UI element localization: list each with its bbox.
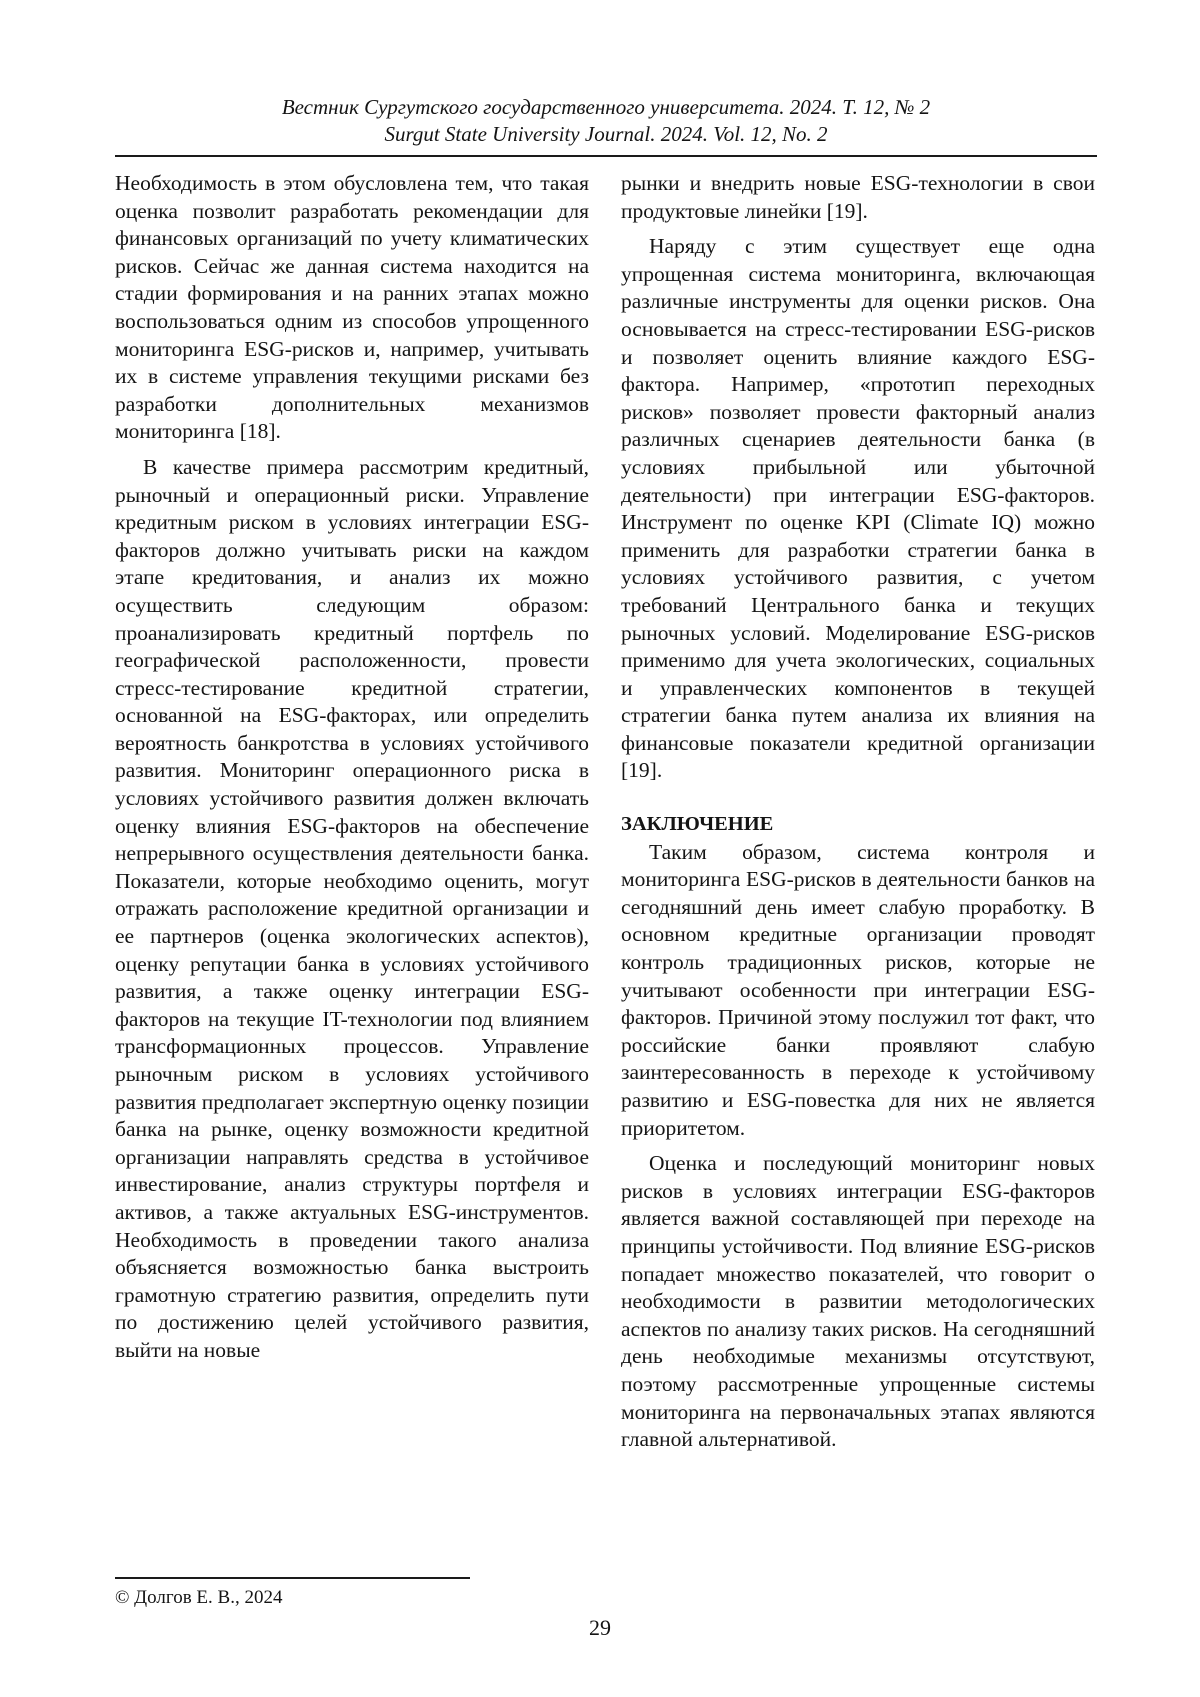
- left-column: [115, 170, 589, 1365]
- paragraph: рынки и внедрить новые ESG-технологии в свои продуктовые линейки [19].: [621, 171, 1095, 223]
- journal-title-en: Surgut State University Journal. 2024. Vol. 12, No. 2: [384, 122, 828, 146]
- paragraph: Необходимость в этом обусловлена тем, что такая оценка позволит разработать рекомендации для финансовых организаций по учету климатических рисков. Сейчас же данная система находится на стадии формирования и на ранних этапах можно воспользоваться одним из способов упрощенного мониторинга ESG-рисков и, например, учитывать их в системе управления текущими рисками без разработки дополнительных механизмов мониторинга [18].: [115, 171, 589, 444]
- paragraph: Оценка и последующий мониторинг новых рисков в условиях интеграции ESG-факторов является важной составляющей при переходе на принципы устойчивости. Под влияние ESG-рисков попадает множество показателей, что говорит о необходимости в развитии методологических аспектов по анализу таких рисков. На сегодняшний день необходимые механизмы отсутствуют, поэтому рассмотренные упрощенные системы мониторинга на первоначальных этапах являются главной альтернативой.: [621, 1151, 1095, 1452]
- page-number: 29: [589, 1615, 611, 1640]
- right-column: [621, 170, 1095, 1454]
- paragraph: В качестве примера рассмотрим кредитный, рыночный и операционный риски. Управление кредитным риском в условиях интеграции ESG-факторов должно учитывать риски на каждом этапе кредитования, и анализ их можно осуществить следующим образом: проанализировать кредитный портфель по географической расположенности, провести стресс-тестирование кредитной стратегии, основанной на ESG-факторах, или определить вероятность банкротства в условиях устойчивого развития. Мониторинг операционного риска в условиях устойчивого развития должен включать оценку влияния ESG-факторов на обеспечение непрерывного осуществления деятельности банка. Показатели, которые необходимо оценить, могут отражать расположение кредитной организации и ее партнеров (оценка экологических аспектов), оценку репутации банка в условиях устойчивого развития, а также оценку интеграции ESG-факторов на текущие IT-технологии под влиянием трансформационных процессов. Управление рыночным риском в условиях устойчивого развития предполагает экспертную оценку позиции банка на рынке, оценку возможности кредитной организации направлять средства в устойчивое инвестирование, анализ структуры портфеля и активов, а также актуальных ESG-инструментов. Необходимость в проведении такого анализа объясняется возможностью банка выстроить грамотную стратегию развития, определить пути по достижению целей устойчивого развития, выйти на новые: [115, 454, 589, 1362]
- header-divider: [115, 155, 1097, 157]
- footnote-divider: [115, 1577, 470, 1579]
- paragraph: Таким образом, система контроля и мониторинга ESG-рисков в деятельности банков на сегодняшний день имеет слабую проработку. В основном кредитные организации проводят контроль традиционных рисков, которые не учитывают особенности при интеграции ESG-факторов. Причиной этому послужил тот факт, что российские банки проявляют слабую заинтересованность в переходе к устойчивому развитию и ESG-повестка для них не является приоритетом.: [621, 839, 1095, 1140]
- section-heading: ЗАКЛЮЧЕНИЕ: [621, 813, 774, 836]
- running-header: [115, 94, 1097, 148]
- copyright-notice: © Долгов Е. В., 2024: [115, 1587, 283, 1608]
- journal-title-ru: Вестник Сургутского государственного университета. 2024. Т. 12, № 2: [281, 95, 931, 119]
- paragraph: Наряду с этим существует еще одна упрощенная система мониторинга, включающая различные инструменты для оценки рисков. Она основывается на стресс-тестировании ESG-рисков и позволяет оценить влияние каждого ESG-фактора. Например, «прототип переходных рисков» позволяет провести факторный анализ различных сценариев деятельности банка (в условиях прибыльной или убыточной деятельности) при интеграции ESG-факторов. Инструмент по оценке KPI (Climate IQ) можно применить для разработки стратегии банка в условиях устойчивого развития, с учетом требований Центрального банка и текущих рыночных условий. Моделирование ESG-рисков применимо для учета экологических, социальных и управленческих компонентов в текущей стратегии банка путем анализа их влияния на финансовые показатели кредитной организации [19].: [621, 234, 1095, 783]
